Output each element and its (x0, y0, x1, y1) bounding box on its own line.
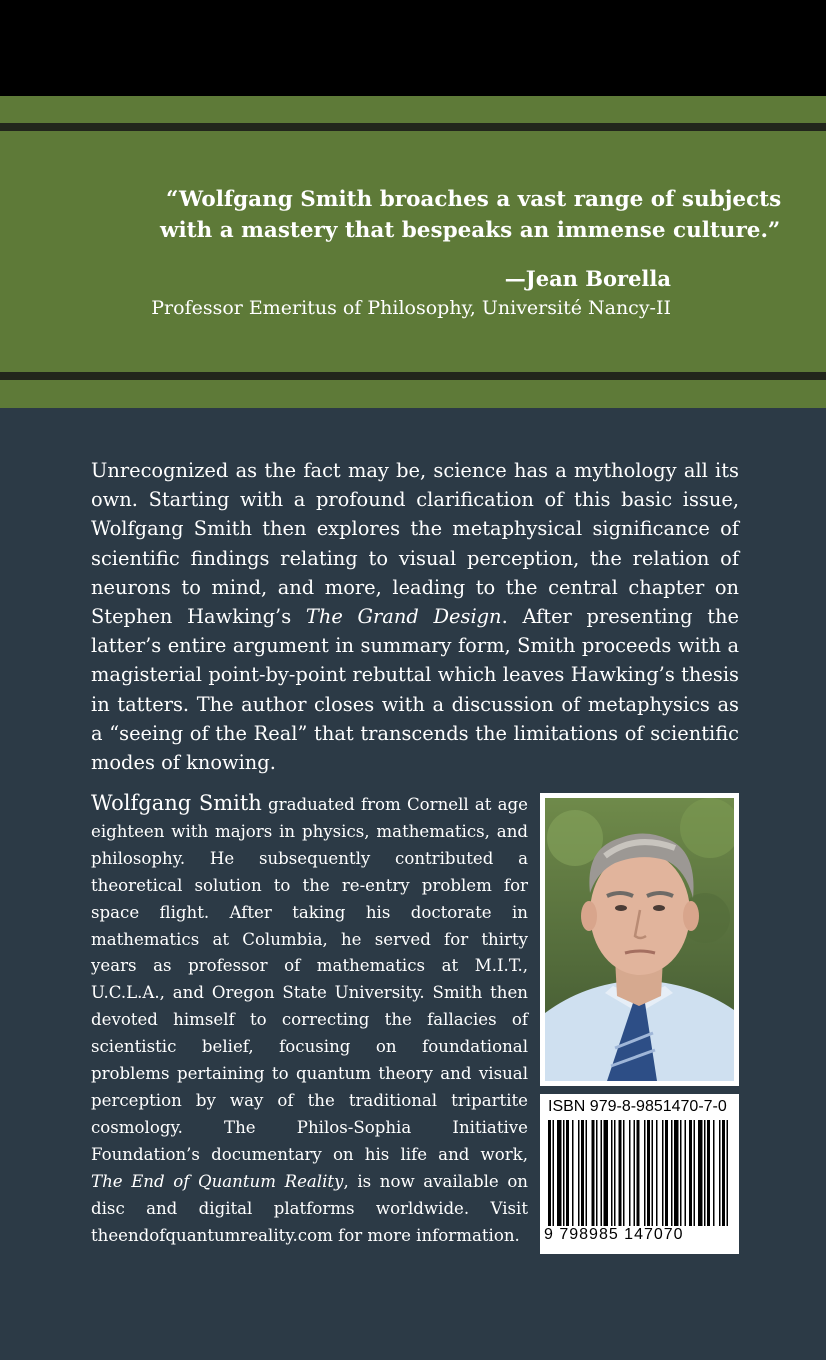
barcode-bar (623, 1120, 625, 1226)
barcode-bar (680, 1120, 682, 1226)
barcode-bar (572, 1120, 574, 1226)
barcode-bar (634, 1120, 636, 1226)
author-portrait-image (545, 798, 734, 1081)
barcode-bar (713, 1120, 715, 1226)
quote-band-bottom-stripe (0, 372, 826, 380)
barcode-bar (614, 1120, 616, 1226)
barcode-bar (719, 1120, 721, 1226)
synopsis-text-2: . After presenting the latter’s entire argument in summary form, Smith proceeds with a magisterial point-by-point rebuttal which leaves Hawking’s thesis in tatters. The author closes with a discussion of metaphysics as a “seeing of the Real” that transcends the limitations of scientific modes of knowing. (91, 605, 739, 775)
barcode-bar (637, 1120, 640, 1226)
attribution-name: —Jean Borella (504, 266, 671, 291)
barcode-bar (566, 1120, 569, 1226)
barcode-bar (557, 1120, 562, 1226)
quote-band (0, 96, 826, 408)
quote-attribution (150, 264, 671, 322)
barcode-bar (553, 1120, 555, 1226)
barcode-bar (674, 1120, 679, 1226)
author-name: Wolfgang Smith (91, 791, 262, 815)
barcode-bar (652, 1120, 654, 1226)
barcode-bar (656, 1120, 658, 1226)
author-photo (540, 793, 739, 1086)
barcode-bar (581, 1120, 584, 1226)
barcode-bar (604, 1120, 609, 1226)
barcode-bar (727, 1120, 729, 1226)
quote-band-top-stripe (0, 123, 826, 131)
barcode-bar (685, 1120, 687, 1226)
quote-line-1: “Wolfgang Smith broaches a vast range of subjects (166, 187, 782, 212)
barcode-bar (694, 1120, 696, 1226)
barcode-bar (665, 1120, 668, 1226)
endorsement-quote (160, 184, 782, 246)
barcode-bar (629, 1120, 631, 1226)
barcode-bar (704, 1120, 706, 1226)
barcode-bar (548, 1120, 551, 1226)
top-black-band (0, 0, 826, 96)
quote-line-2: with a mastery that bespeaks an immense culture.” (160, 218, 781, 243)
barcode-bar (601, 1120, 603, 1226)
barcode-bar (592, 1120, 595, 1226)
bio-text-1: graduated from Cornell at age eighteen with majors in physics, mathematics, and philosophy. He subsequently contributed a theoretical solution to the re-entry problem for space flight. After taking his doctorate in mathematics at Columbia, he served for thirty years as professor of mathematics at M.I.T., U.C.L.A., and Oregon State University. Smith then devoted himself to correcting the fallacies of scientistic belief, focusing on foundational problems pertaining to quantum theory and visual perception by way of the traditional tripartite cosmology. The Philos-Sophia Initiative Foundation’s documentary on his life and work, (91, 795, 528, 1164)
barcode-bar (586, 1120, 588, 1226)
synopsis-book-title: The Grand Design (305, 605, 502, 629)
barcode-bar (689, 1120, 692, 1226)
barcode-bars (548, 1120, 731, 1226)
synopsis-text-1: Unrecognized as the fact may be, science has a mythology all its own. Starting with a profound clarification of this basic issue, Wolfgang Smith then explores the metaphysical significance of scientific findings relating to visual perception, the relation of neurons to mind, and more, leading to the central chapter on Stephen Hawking’s (91, 459, 739, 629)
barcode-digits: 9 798985 147070 (544, 1226, 684, 1243)
isbn-barcode (540, 1094, 739, 1254)
barcode-bar (707, 1120, 710, 1226)
bio-film-title: The End of Quantum Reality (91, 1171, 344, 1191)
barcode-bar (578, 1120, 580, 1226)
book-synopsis (91, 456, 739, 777)
isbn-label: ISBN 979-8-9851470-7-0 (548, 1098, 727, 1115)
barcode-bar (644, 1120, 646, 1226)
barcode-bar (671, 1120, 673, 1226)
barcode-bar (611, 1120, 613, 1226)
barcode-bar (722, 1120, 725, 1226)
bio-text-2: , is now available on disc and digital platforms worldwide. Visit theendofquantumreality.com for more information. (91, 1171, 528, 1245)
barcode-bar (662, 1120, 664, 1226)
barcode-bar (596, 1120, 598, 1226)
author-bio (91, 790, 528, 1249)
barcode-bar (698, 1120, 703, 1226)
barcode-bar (619, 1120, 622, 1226)
barcode-bar (563, 1120, 565, 1226)
barcode-bar (647, 1120, 650, 1226)
attribution-title: Professor Emeritus of Philosophy, Université Nancy-II (151, 297, 671, 319)
